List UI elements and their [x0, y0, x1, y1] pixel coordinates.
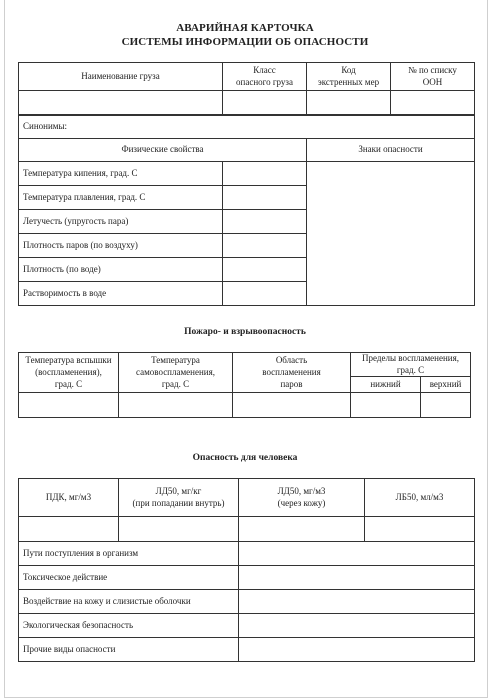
synonyms-field[interactable]: Синонимы:	[19, 115, 475, 139]
ld50-oral-header: ЛД50, мг/кг (при попадании внутрь)	[119, 479, 239, 517]
ignition-limits-header: Пределы воспламенения, град. С	[351, 353, 471, 377]
upper-limit-header: верхний	[421, 377, 471, 393]
emergency-code-header: Код экстренных мер	[307, 63, 391, 91]
autoignition-field[interactable]	[119, 393, 233, 418]
property-label: Температура кипения, град. С	[19, 162, 223, 186]
property-label: Растворимость в воде	[19, 282, 223, 306]
property-label: Плотность паров (по воздуху)	[19, 234, 223, 258]
property-value-field[interactable]	[223, 210, 307, 234]
detail-value-field[interactable]	[239, 566, 475, 590]
detail-label: Токсическое действие	[19, 566, 239, 590]
property-label: Температура плавления, град. С	[19, 186, 223, 210]
ld50-dermal-header: ЛД50, мг/м3 (через кожу)	[239, 479, 365, 517]
human-table	[18, 478, 475, 542]
detail-value-field[interactable]	[239, 614, 475, 638]
lower-limit-field[interactable]	[351, 393, 421, 418]
detail-label: Воздействие на кожу и слизистые оболочки	[19, 590, 239, 614]
un-number-field[interactable]	[391, 91, 475, 116]
lb50-header: ЛБ50, мл/м3	[365, 479, 475, 517]
card-title-line1: АВАРИЙНАЯ КАРТОЧКА	[176, 22, 314, 34]
mac-header: ПДК, мг/м3	[19, 479, 119, 517]
detail-value-field[interactable]	[239, 590, 475, 614]
cargo-name-header: Наименование груза	[19, 63, 223, 91]
cargo-table	[18, 62, 475, 116]
ld50-dermal-field[interactable]	[239, 517, 365, 542]
ld50-oral-field[interactable]	[119, 517, 239, 542]
ignition-area-field[interactable]	[233, 393, 351, 418]
lower-limit-header: нижний	[351, 377, 421, 393]
fire-section-title: Пожаро- и взрывоопасность	[184, 327, 306, 337]
detail-label: Прочие виды опасности	[19, 638, 239, 662]
lb50-field[interactable]	[365, 517, 475, 542]
property-value-field[interactable]	[223, 258, 307, 282]
cargo-name-field[interactable]	[19, 91, 223, 116]
detail-value-field[interactable]	[239, 638, 475, 662]
property-value-field[interactable]	[223, 282, 307, 306]
upper-limit-field[interactable]	[421, 393, 471, 418]
flash-point-field[interactable]	[19, 393, 119, 418]
card-title-line2: СИСТЕМЫ ИНФОРМАЦИИ ОБ ОПАСНОСТИ	[121, 36, 369, 48]
human-details-table	[18, 541, 475, 662]
property-value-field[interactable]	[223, 186, 307, 210]
cargo-class-field[interactable]	[223, 91, 307, 116]
human-section-title: Опасность для человека	[192, 453, 298, 463]
detail-value-field[interactable]	[239, 542, 475, 566]
flash-point-header: Температура вспышки (воспламенения), град. С	[19, 353, 119, 393]
property-value-field[interactable]	[223, 162, 307, 186]
properties-table	[18, 114, 475, 306]
autoignition-header: Температура самовоспламенения, град. С	[119, 353, 233, 393]
mac-field[interactable]	[19, 517, 119, 542]
ignition-area-header: Область воспламенения паров	[233, 353, 351, 393]
detail-label: Пути поступления в организм	[19, 542, 239, 566]
cargo-class-header: Класс опасного груза	[223, 63, 307, 91]
property-label: Плотность (по воде)	[19, 258, 223, 282]
hazard-signs-header: Знаки опасности	[307, 139, 475, 162]
fire-table	[18, 352, 471, 418]
hazard-signs-area[interactable]	[307, 162, 475, 306]
un-number-header: № по списку ООН	[391, 63, 475, 91]
property-label: Летучесть (упругость пара)	[19, 210, 223, 234]
property-value-field[interactable]	[223, 234, 307, 258]
detail-label: Экологическая безопасность	[19, 614, 239, 638]
emergency-code-field[interactable]	[307, 91, 391, 116]
physical-properties-header: Физические свойства	[19, 139, 307, 162]
